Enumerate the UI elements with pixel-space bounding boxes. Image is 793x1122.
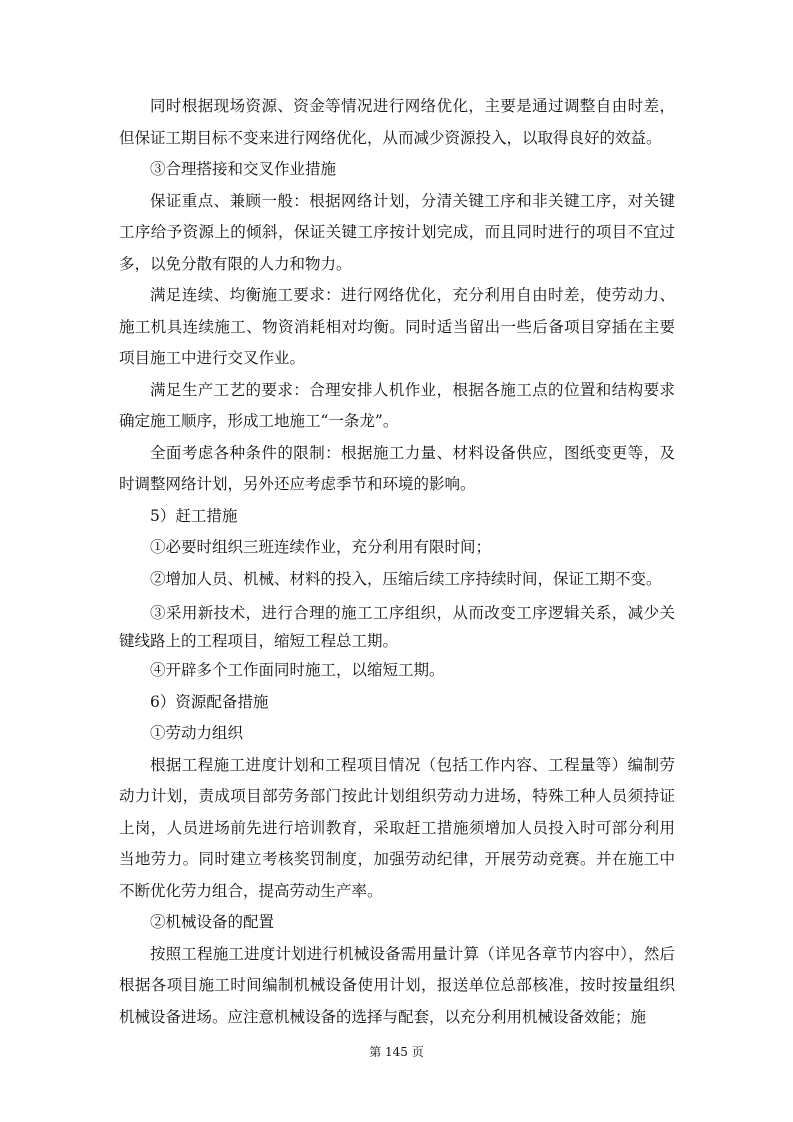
heading-equipment-configuration: ②机械设备的配置 [150,913,275,931]
paragraph-conditions-limits: 全面考虑各种条件的限制：根据施工力量、材料设备供应，图纸变更等，及时调整网络计划，另外还应考虑季节和环境的影响。 [119,443,675,493]
heading-overlap-cross-work: ③合理搭接和交叉作业措施 [150,160,337,178]
list-item-new-technology: ③采用新技术，进行合理的施工工序组织，从而改变工序逻辑关系，减少关键线路上的工程项目，缩短工程总工期。 [119,604,675,650]
heading-resource-allocation: 6）资源配备措施 [150,692,269,711]
paragraph-labor-plan: 根据工程施工进度计划和工程项目情况（包括工作内容、工程量等）编制劳动力计划，责成项目部劳务部门按此计划组织劳动力进场，特殊工种人员须持证上岗，人员进场前先进行培训教育，采取赶工措施须增加人员投入时可部分利用当地劳力。同时建立考核奖罚制度，加强劳动纪律，开展劳动竞赛。并在施工中不断优化劳力组合，提高劳动生产率。 [119,755,675,900]
paragraph-continuous-balanced: 满足连续、均衡施工要求：进行网络优化，充分利用自由时差，使劳动力、施工机具连续施工、物资消耗相对均衡。同时适当留出一些后备项目穿插在主要项目施工中进行交叉作业。 [119,286,675,367]
paragraph-equipment-plan: 按照工程施工进度计划进行机械设备需用量计算（详见各章节内容中），然后根据各项目施工时间编制机械设备使用计划，报送单位总部核准，按时按量组织机械设备进场。应注意机械设备的选择与配套，以充分利用机械设备效能；施 [119,944,675,1026]
list-item-multiple-work-faces: ④开辟多个工作面同时施工，以缩短工期。 [150,661,445,679]
list-item-increase-input: ②增加人员、机械、材料的投入，压缩后续工序持续时间，保证工期不变。 [150,569,662,588]
page-number: 第 145 页 [369,1045,424,1059]
paragraph-key-points: 保证重点、兼顾一般：根据网络计划，分清关键工序和非关键工序，对关键工序给予资源上的倾斜，保证关键工序按计划完成，而且同时进行的项目不宜过多，以免分散有限的人力和物力。 [119,191,675,273]
heading-rush-measures: 5）赶工措施 [150,506,238,525]
body-text [119,91,675,1033]
list-item-three-shifts: ①必要时组织三班连续作业，充分利用有限时间； [150,538,492,556]
paragraph-network-optimization: 同时根据现场资源、资金等情况进行网络优化，主要是通过调整自由时差，但保证工期目标不变来进行网络优化，从而减少资源投入，以取得良好的效益。 [119,97,675,147]
heading-labor-organization: ①劳动力组织 [150,724,244,742]
paragraph-production-process: 满足生产工艺的要求：合理安排人机作业，根据各施工点的位置和结构要求确定施工顺序，形成工地施工“一条龙”。 [119,380,675,430]
